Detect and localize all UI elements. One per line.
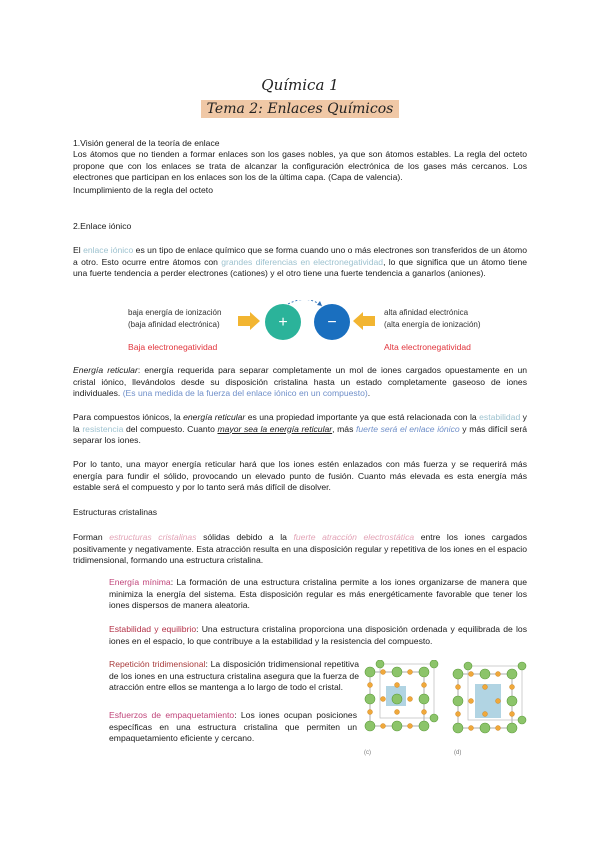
term-higher-lattice: mayor sea la energía reticular (217, 423, 333, 434)
arrow-right-icon (238, 312, 260, 330)
fig-right-line1: alta afinidad electrónica (384, 308, 469, 317)
fig-left-line2: (baja afinidad electrónica) (128, 320, 220, 329)
section2-heading: 2.Enlace iónico (73, 221, 132, 231)
crystal-lattice-figures (358, 660, 528, 760)
fig-label-c: (c) (364, 750, 371, 756)
item-packing: Esfuerzos de empaquetamiento: Los iones ocupan posiciones específicas en una estructura cristalina que permiten un empaquetamiento eficiente y cercano. (109, 710, 358, 744)
electronegativity-diagram (110, 300, 510, 360)
minus-sign: − (327, 314, 337, 331)
page-subtitle: Tema 2: Enlaces Químicos (201, 100, 400, 118)
fig-right-line2: (alta energía de ionización) (384, 320, 481, 329)
lattice-figure-d (453, 662, 526, 733)
section1-heading: 1.Visión general de la teoría de enlace (73, 138, 220, 148)
section1-paragraph: Los átomos que no tienden a formar enlaces son los gases nobles, ya que son átomos estables. La regla del octeto propone que con los enlaces se trata de alcanzar la configuración electrónica de los gases más cercanos. Los electrones que participan en los enlaces son los de la última capa. (Capa de valencia). (73, 149, 527, 183)
plus-sign: + (278, 314, 288, 331)
term-resistance: resistencia (82, 423, 124, 434)
crystal-heading: Estructuras cristalinas (73, 507, 158, 517)
arrowhead-icon (317, 301, 322, 306)
term-stronger-bond: fuerte será el enlace iónico (356, 423, 460, 434)
arrow-left-icon (353, 312, 375, 330)
term-electroneg-diff: grandes diferencias en electronegatividad (221, 256, 384, 267)
electron-transfer-arrow-icon (288, 300, 322, 306)
lattice-figure-c (365, 660, 438, 731)
lattice-consequence-paragraph: Por lo tanto, una mayor energía reticular hará que los iones estén enlazados con más fuerza y se requerirá más energía para fundir el sólido, provocando un elevado punto de fusión. Cuanto más elevada es esta energía más estable será el compuesto y por lo tanto será más difícil de disolver. (73, 459, 527, 493)
fig-left-line1: baja energía de ionización (128, 308, 222, 317)
term-lattice-energy: Energía reticular (73, 365, 138, 375)
term-electrostatic-attraction: fuerte atracción electrostática (293, 532, 415, 542)
fig-left-label: Baja electronegatividad (128, 342, 218, 352)
ionic-bond-paragraph: El enlace iónico es un tipo de enlace químico que se forma cuando uno o más electrones son transferidos de un átomo a otro. Esto ocurre entre átomos con grandes diferencias en electronegatividad, lo que significa que un átomo tiene una fuerte tendencia a perder electrones (cationes) y el otro tiene una fuerte tendencia a ganarlos (aniones). (73, 245, 528, 279)
item-minimum-energy: Energía mínima: La formación de una estructura cristalina permite a los iones organizarse de manera que minimiza la energía del sistema. Esta disposición regular es más energéticamente favorable que tener los iones dispersos de manera aleatoria. (109, 577, 527, 611)
section1-line2: Incumplimiento de la regla del octeto (73, 185, 213, 195)
lattice-importance-paragraph: Para compuestos iónicos, la energía reticular es una propiedad importante ya que está relacionada con la estabilidad y la resistencia del compuesto. Cuanto mayor sea la energía reticular, más fuerte será el enlace iónico y más difícil será separar los iones. (73, 412, 527, 446)
lattice-energy-paragraph: Energía reticular: energía requerida para separar completamente un mol de iones cargados opuestamente en un cristal iónico, llevándolos desde su disposición cristalina hasta un estado completamente gaseoso de iones individuales. (Es una medida de la fuerza del enlace iónico en un compuesto). (73, 365, 527, 399)
page-title: Química 1 (261, 76, 339, 94)
item-repetition: Repetición tridimensional: La disposición tridimensional repetitiva de los iones en una estructura cristalina asegura que la fuerza de atracción entre ellos se mantenga a lo largo de todo el cristal. (109, 659, 360, 693)
crystal-paragraph: Forman estructuras cristalinas sólidas debido a la fuerte atracción electrostática entre los iones cargados positivamente y negativamente. Esta atracción resulta en una disposición regular y repetitiva de los iones en el espacio tridimensional, formando una estructura cristalina. (73, 532, 527, 566)
fig-right-label: Alta electronegatividad (384, 342, 471, 352)
item-stability: Estabilidad y equilibrio: Una estructura cristalina proporciona una disposición ordenada y equilibrada de los iones en el espacio, lo que contribuye a la estabilidad y la resistencia del compuesto. (109, 624, 527, 646)
term-ionic-bond: enlace iónico (83, 245, 134, 255)
fig-label-d: (d) (454, 750, 462, 756)
term-stability: estabilidad (479, 412, 521, 422)
page-subtitle-wrap (0, 100, 600, 118)
term-crystal-structures: estructuras cristalinas (109, 532, 197, 542)
lattice-energy-note: (Es una medida de la fuerza del enlace iónico en un compuesto) (122, 388, 368, 399)
